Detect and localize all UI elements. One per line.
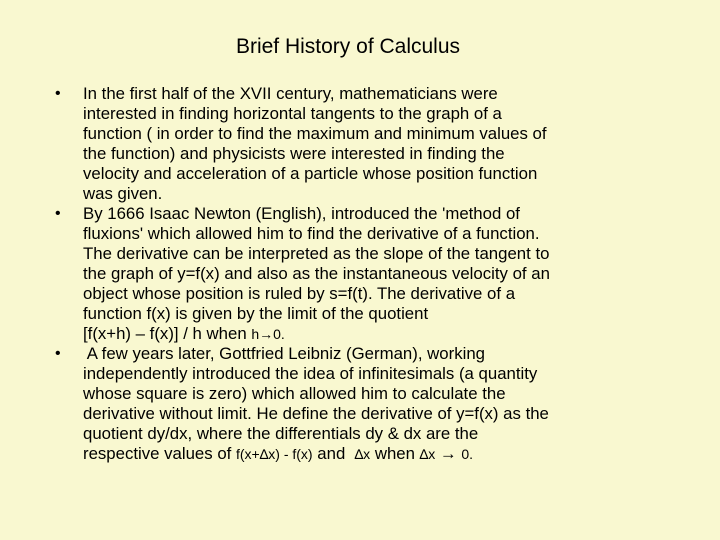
bullet-item-1 xyxy=(54,84,654,204)
bullet-1-line-6: was given. xyxy=(83,184,163,203)
bullet-item-3 xyxy=(54,344,654,464)
bullet-dot-icon: • xyxy=(55,205,61,222)
bullet-3-line-4: derivative without limit. He define the derivative of y=f(x) as the xyxy=(83,404,549,423)
bullet-2-line-4: the graph of y=f(x) and also as the instantaneous velocity of an xyxy=(83,264,550,283)
bullet-2-line-2: fluxions' which allowed him to find the derivative of a function. xyxy=(83,224,540,243)
bullet-1-line-3: function ( in order to find the maximum and minimum values of xyxy=(83,124,547,143)
quotient-formula: [f(x+h) – f(x)] / h when xyxy=(83,324,252,343)
bullet-2-line-1: By 1666 Isaac Newton (English), introduced the 'method of xyxy=(83,204,520,223)
bullet-1-line-1: In the first half of the XVII century, mathematicians were xyxy=(83,84,498,103)
bullet-3-line-6 xyxy=(83,444,654,464)
bullet-2-line-6: function f(x) is given by the limit of the quotient xyxy=(83,304,429,323)
bullet-2-line-7 xyxy=(83,324,654,344)
limit-formula: h→0. xyxy=(251,326,285,342)
respective-values-text: respective values of xyxy=(83,444,236,463)
when-text: when xyxy=(370,444,420,463)
arrow-icon: → xyxy=(435,444,462,463)
bullet-3-line-1: A few years later, Gottfried Leibniz (German), working xyxy=(83,344,485,363)
zero-limit: 0. xyxy=(461,446,474,462)
delta-x-formula-2: ∆x xyxy=(419,446,436,462)
bullet-1-line-5: velocity and acceleration of a particle whose position function xyxy=(83,164,538,183)
bullet-3-line-5: quotient dy/dx, where the differentials dy & dx are the xyxy=(83,424,479,443)
bullet-1-line-4: the function) and physicists were interested in finding the xyxy=(83,144,505,163)
and-text: and xyxy=(312,444,355,463)
delta-x-formula: ∆x xyxy=(354,446,371,462)
bullet-dot-icon: • xyxy=(55,85,61,102)
bullet-2-line-3: The derivative can be interpreted as the slope of the tangent to xyxy=(83,244,550,263)
bullet-item-2 xyxy=(54,204,654,344)
bullet-1-line-2: interested in finding horizontal tangents to the graph of a xyxy=(83,104,502,123)
slide-title: Brief History of Calculus xyxy=(235,35,461,58)
bullet-3-line-3: whose square is zero) which allowed him to calculate the xyxy=(83,384,506,403)
bullet-3-line-2: independently introduced the idea of infinitesimals (a quantity xyxy=(83,364,538,383)
bullet-list xyxy=(54,84,654,464)
difference-formula: f(x+∆x) - f(x) xyxy=(235,446,313,462)
bullet-2-line-5: object whose position is ruled by s=f(t). The derivative of a xyxy=(83,284,516,303)
bullet-dot-icon: • xyxy=(55,345,61,362)
